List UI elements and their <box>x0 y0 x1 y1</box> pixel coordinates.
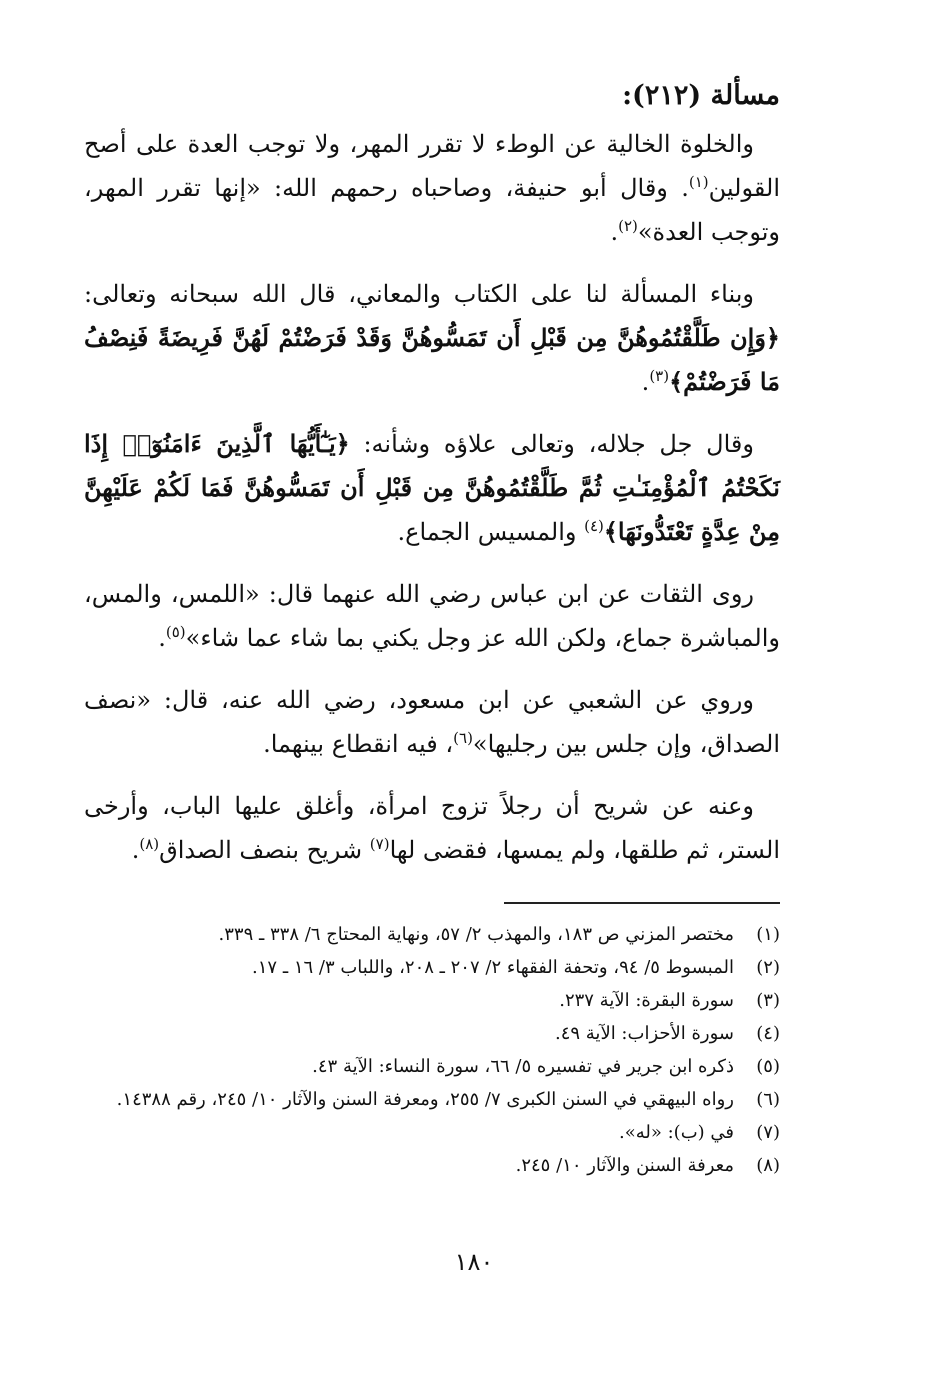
footnote-ref-4: (٤) <box>584 517 604 535</box>
footnote-item <box>84 918 780 951</box>
footnote-number: (٢) <box>756 957 780 978</box>
paragraph-1-text-c: . <box>610 218 619 246</box>
footnote-ref-6: (٦) <box>453 729 473 747</box>
paragraph-6 <box>84 784 780 872</box>
footnote-ref-1: (١) <box>688 173 709 191</box>
footnote-number: (٧) <box>756 1122 780 1143</box>
quran-verse-ahzab: ﴿يَـٰٓأَيُّهَا ٱلَّذِينَ ءَامَنُوٓا۟ إِذَا نَكَحْتُمُ ٱلْمُؤْمِنَـٰتِ ثُمَّ طَلَّقْتُمُوهُنَّ مِن قَبْلِ أَن تَمَسُّوهُنَّ فَمَا لَكُمْ عَلَيْهِنَّ مِنْ عِدَّةٍ تَعْتَدُّونَهَا﴾ <box>84 429 780 546</box>
paragraph-6-text-a: وعنه عن شريح أن رجلاً تزوج امرأة، وأغلق عليها الباب، وأرخى الستر، ثم طلقها، ولم يمسها، فقضى لها <box>84 792 780 864</box>
footnote-text: في (ب): «له». <box>619 1122 734 1143</box>
paragraph-1-text-a: والخلوة الخالية عن الوطء لا تقرر المهر، ولا توجب العدة على أصح القولين <box>84 130 780 202</box>
footnote-item <box>84 1050 780 1083</box>
footnote-ref-8: (٨) <box>139 835 160 853</box>
footnote-text: سورة البقرة: الآية ٢٣٧. <box>559 990 734 1011</box>
footnote-text: رواه البيهقي في السنن الكبرى ٧/ ٢٥٥، ومعرفة السنن والآثار ١٠/ ٢٤٥، رقم ١٤٣٨٨. <box>116 1089 734 1110</box>
paragraph-6-text-b: شريح بنصف الصداق <box>159 836 370 864</box>
footnotes-list <box>84 918 780 1182</box>
paragraph-5-text-a: وروي عن الشعبي عن ابن مسعود، رضي الله عنه، قال: «نصف الصداق، وإن جلس بين رجليها» <box>84 686 780 758</box>
footnote-item <box>84 1017 780 1050</box>
paragraph-3 <box>84 422 780 554</box>
paragraph-4-text-b: . <box>158 624 166 652</box>
paragraph-4 <box>84 572 780 660</box>
paragraph-3-text-b: والمسيس الجماع. <box>397 518 585 546</box>
paragraph-1-text-b: . وقال أبو حنيفة، وصاحباه رحمهم الله: «إنها تقرر المهر، وتوجب العدة» <box>84 174 780 246</box>
paragraph-2-text-a: وبناء المسألة لنا على الكتاب والمعاني، قال الله سبحانه وتعالى: <box>84 280 755 308</box>
footnote-number: (٨) <box>756 1155 780 1176</box>
footnote-divider <box>504 902 780 904</box>
footnote-ref-3: (٣) <box>649 367 670 385</box>
footnote-number: (٦) <box>756 1089 780 1110</box>
main-text <box>84 122 780 890</box>
footnote-number: (١) <box>756 924 780 945</box>
footnote-ref-2: (٢) <box>618 217 638 235</box>
paragraph-1 <box>84 122 780 254</box>
footnote-ref-5: (٥) <box>165 623 186 641</box>
footnote-number: (٥) <box>756 1056 780 1077</box>
footnote-text: المبسوط ٥/ ٩٤، وتحفة الفقهاء ٢/ ٢٠٧ ـ ٢٠٨، واللباب ٣/ ١٦ ـ ١٧. <box>252 957 734 978</box>
paragraph-6-text-c: . <box>131 836 140 864</box>
footnote-number: (٤) <box>756 1023 780 1044</box>
paragraph-5 <box>84 678 780 766</box>
footnote-item <box>84 1149 780 1182</box>
footnote-item <box>84 951 780 984</box>
paragraph-5-text-b: ، فيه انقطاع بينهما. <box>263 730 454 758</box>
paragraph-2-text-b: . <box>641 368 650 396</box>
footnote-item <box>84 1083 780 1116</box>
footnote-text: سورة الأحزاب: الآية ٤٩. <box>554 1023 734 1044</box>
quran-verse-baqarah: ﴿وَإِن طَلَّقْتُمُوهُنَّ مِن قَبْلِ أَن تَمَسُّوهُنَّ وَقَدْ فَرَضْتُمْ لَهُنَّ فَرِيضَةً فَنِصْفُ مَا فَرَضْتُمْ﴾ <box>84 323 780 396</box>
page-number: ١٨٠ <box>454 1248 494 1276</box>
footnote-text: ذكره ابن جرير في تفسيره ٥/ ٦٦، سورة النساء: الآية ٤٣. <box>312 1056 734 1077</box>
footnote-item <box>84 1116 780 1149</box>
paragraph-3-text-a: وقال جل جلاله، وتعالى علاؤه وشأنه: <box>349 430 754 458</box>
footnote-text: معرفة السنن والآثار ١٠/ ٢٤٥. <box>515 1155 734 1176</box>
footnote-text: مختصر المزني ص ١٨٣، والمهذب ٢/ ٥٧، ونهاية المحتاج ٦/ ٣٣٨ ـ ٣٣٩. <box>218 924 734 945</box>
footnote-number: (٣) <box>756 990 780 1011</box>
paragraph-2 <box>84 272 780 404</box>
footnote-item <box>84 984 780 1017</box>
footnote-ref-7: (٧) <box>369 835 390 853</box>
issue-heading: مسألة (٢١٢): <box>622 80 780 111</box>
paragraph-4-text-a: روى الثقات عن ابن عباس رضي الله عنهما قال: «اللمس، والمس، والمباشرة جماع، ولكن الله عز وجل يكني بما شاء عما شاء» <box>84 580 780 652</box>
